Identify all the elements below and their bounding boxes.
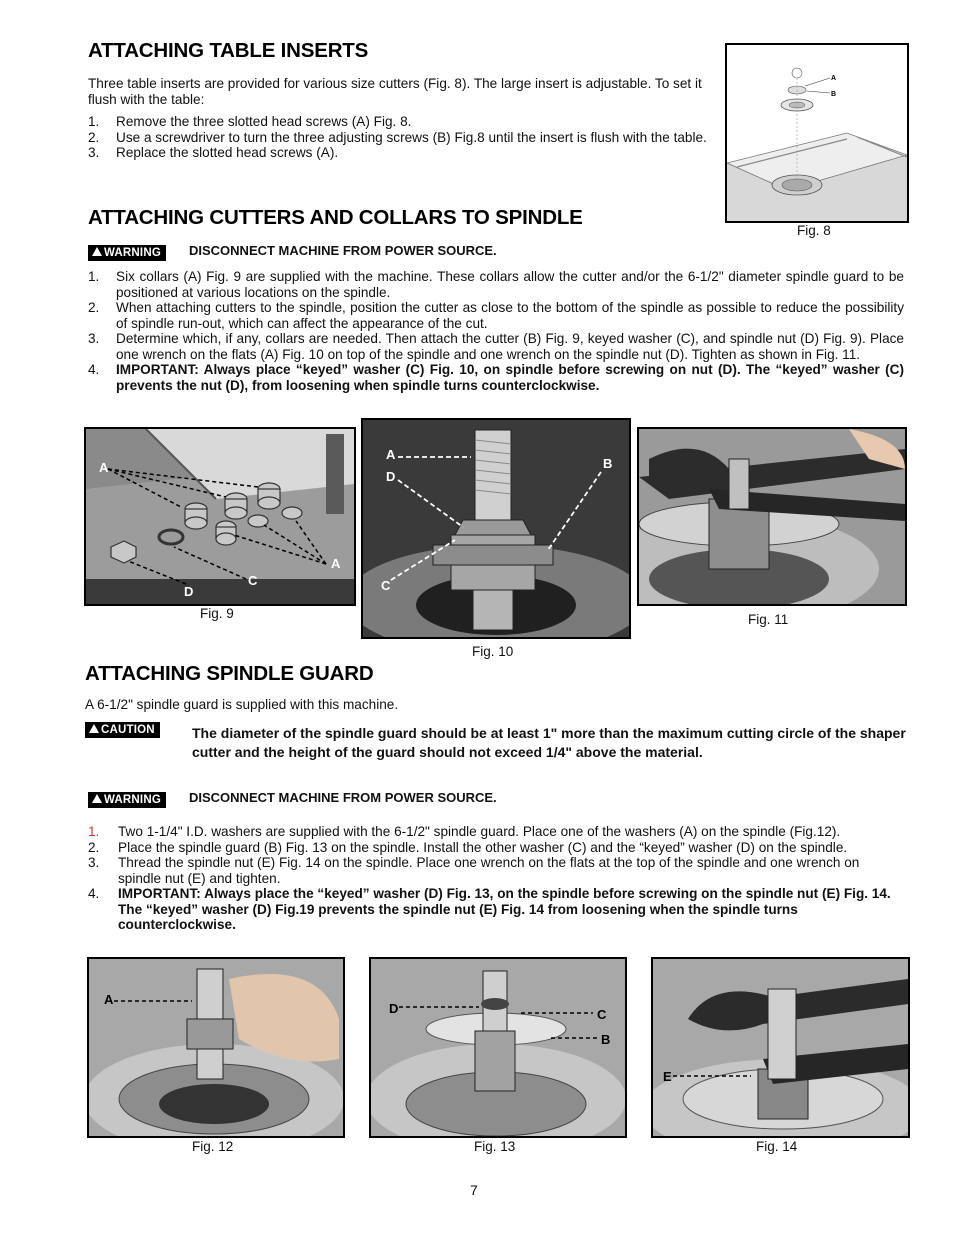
list-item: 4. IMPORTANT: Always place the “keyed” washer (D) Fig. 13, on the spindle before screwing on the spindle nut (E) Fig. 14. The “keyed” washer (D) Fig.19 prevents the spindle nut (E) Fig. 14 from loosening when the spindle turns counterclockwise. (88, 886, 891, 932)
spindle-guard-intro: A 6-1/2" spindle guard is supplied with this machine. (85, 697, 399, 712)
fig13-label-b: B (601, 1032, 611, 1047)
warning-badge-2: WARNING (88, 792, 166, 808)
list-item: 3. Replace the slotted head screws (A). (88, 145, 339, 160)
fig12-image (87, 957, 345, 1138)
list-item: 2. Place the spindle guard (B) Fig. 13 on the spindle. Install the other washer (C) and the “keyed” washer (D) on the spindle. (88, 839, 848, 855)
fig9-label-a2: A (331, 556, 341, 571)
warning-text: DISCONNECT MACHINE FROM POWER SOURCE. (189, 243, 497, 258)
list-item: 2. Use a screwdriver to turn the three adjusting screws (B) Fig.8 until the insert is flush with the table. (88, 129, 707, 145)
warning-triangle-icon (92, 247, 102, 256)
fig13-image (369, 957, 627, 1138)
section-title-table-inserts: ATTACHING TABLE INSERTS (88, 39, 369, 62)
list-item: 4. IMPORTANT: Always place “keyed” washer (C) Fig. 10, on spindle before screwing on nut (D). The “keyed” washer (C) prevents the nut (D), from loosening when spindle turns counterclockwise. (88, 362, 904, 393)
fig11-caption: Fig. 11 (748, 612, 789, 627)
fig10-label-a: A (386, 447, 396, 462)
fig13-caption: Fig. 13 (474, 1139, 516, 1154)
section-title-spindle-guard: ATTACHING SPINDLE GUARD (85, 662, 374, 685)
fig13-leader-b (551, 1036, 599, 1040)
spindle-guard-steps (88, 824, 906, 933)
fig10-label-c: C (381, 578, 391, 593)
page-number: 7 (470, 1182, 478, 1198)
fig8-image (725, 43, 909, 223)
caution-badge: CAUTION (85, 722, 160, 738)
fig9-label-c: C (248, 573, 258, 588)
warning-badge: WARNING (88, 245, 166, 261)
list-item: 3. Determine which, if any, collars are needed. Then attach the cutter (B) Fig. 9, keyed washer (C), and spindle nut (D) Fig. 9). Place one wrench on the flats (A) Fig. 10 on top of the spindle and one wrench on the spindle nut (D). Tighten as shown in Fig. 11. (88, 331, 904, 362)
warning-text-2: DISCONNECT MACHINE FROM POWER SOURCE. (189, 790, 497, 805)
list-item: 2. When attaching cutters to the spindle, position the cutter as close to the bottom of the spindle as possible to reduce the possibility of spindle run-out, which can affect the appearance of the cut. (88, 300, 904, 331)
fig14-caption: Fig. 14 (756, 1139, 798, 1154)
warning-row-2 (88, 790, 166, 808)
caution-row (85, 720, 160, 738)
fig13-label-d: D (389, 1001, 399, 1016)
list-item: 1. Six collars (A) Fig. 9 are supplied with the machine. These collars allow the cutter and/or the 6-1/2" diameter spindle guard to be positioned at various locations on the spindle. (88, 269, 904, 300)
fig9-caption: Fig. 9 (200, 606, 234, 621)
fig8-label-a: A (831, 75, 837, 82)
table-inserts-intro: Three table inserts are provided for various size cutters (Fig. 8). The large insert is adjustable. To set it flush with the table: (88, 76, 702, 107)
fig9-label-d: D (184, 584, 194, 599)
fig9-image (84, 427, 356, 606)
fig13-leader-c (521, 1011, 595, 1015)
fig12-label-a: A (104, 992, 114, 1007)
fig14-leader-e (673, 1074, 753, 1078)
fig12-leader-line (114, 999, 194, 1003)
table-inserts-steps (88, 114, 708, 161)
fig14-label-e: E (663, 1069, 672, 1084)
caution-triangle-icon (89, 724, 99, 733)
fig11-image (637, 427, 907, 606)
fig9-label-a1: A (99, 460, 109, 475)
warning-triangle-icon (92, 794, 102, 803)
section-title-cutters-collars: ATTACHING CUTTERS AND COLLARS TO SPINDLE (88, 206, 583, 229)
list-item: 3. Thread the spindle nut (E) Fig. 14 on the spindle. Place one wrench on the flats at the top of the spindle and one wrench on spindle nut (E) and tighten. (88, 855, 860, 886)
cutters-steps (88, 269, 904, 393)
fig13-label-c: C (597, 1007, 607, 1022)
fig8-label-b: B (831, 91, 837, 98)
fig12-caption: Fig. 12 (192, 1139, 234, 1154)
list-item: 1. Two 1-1/4" I.D. washers are supplied with the 6-1/2" spindle guard. Place one of the washers (A) on the spindle (Fig.12). (88, 824, 841, 839)
list-item: 1. Remove the three slotted head screws (A) Fig. 8. (88, 114, 412, 129)
fig10-label-d: D (386, 469, 396, 484)
fig8-caption: Fig. 8 (797, 223, 831, 238)
fig10-image (361, 418, 631, 639)
fig13-leader-d (399, 1005, 481, 1009)
fig14-image (651, 957, 910, 1138)
fig10-caption: Fig. 10 (472, 644, 514, 659)
warning-row-1 (88, 243, 166, 261)
caution-text: The diameter of the spindle guard should be at least 1" more than the maximum cutting circle of the shaper cutter and the height of the guard should not exceed 1/4" above the material. (192, 725, 906, 760)
fig10-label-b: B (603, 456, 613, 471)
